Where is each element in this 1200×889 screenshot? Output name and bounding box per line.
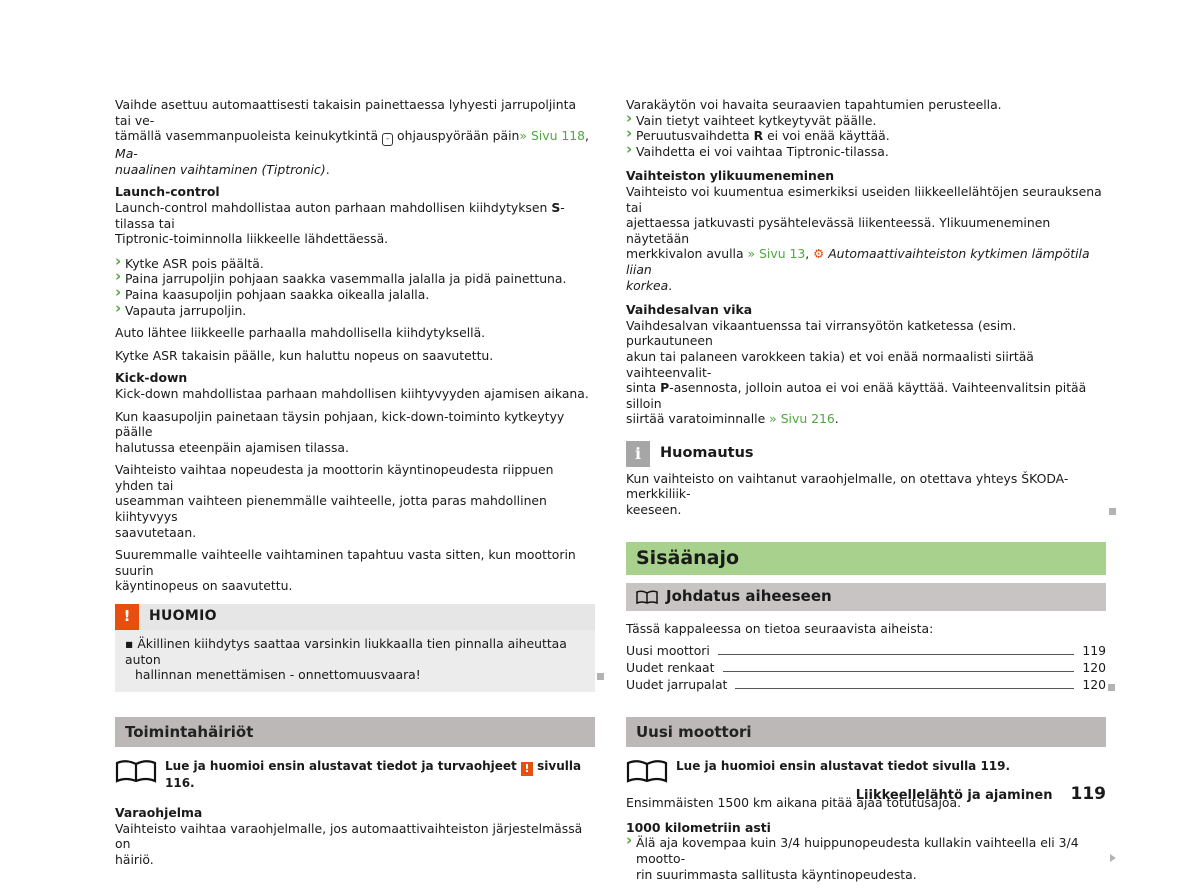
warning-box bbox=[115, 604, 595, 692]
toc-row[interactable]: Uudet renkaat 120 bbox=[626, 660, 1106, 676]
launch-control-heading: Launch-control bbox=[115, 184, 220, 200]
kick-down-p1: Kick-down mahdollistaa parhaan mahdollisen kiihtyvyyden ajamisen aikana. bbox=[115, 385, 589, 401]
launch-after-2: Kytke ASR takaisin päälle, kun haluttu nopeus on saavutettu. bbox=[115, 347, 494, 363]
backup-detect: Varakäytön voi havaita seuraavien tapahtumien perusteella. bbox=[626, 97, 1002, 112]
read-first-note: Lue ja huomioi ensin alustavat tiedot ja turvaohjeet ! sivulla 116. bbox=[115, 759, 595, 791]
toc-intro: Tässä kappaleessa on tietoa seuraavista aiheista: bbox=[626, 620, 934, 636]
gearbox-warning-icon: ⚙ bbox=[813, 246, 825, 262]
kick-down-p3: Vaihteisto vaihtaa nopeudesta ja moottorin käyntinopeudesta riippuen yhden tai useamman vaihteen pienemmälle vaihteelle, jotta paras mahdollinen kiihtyvyys saavutetaan. bbox=[115, 462, 554, 540]
launch-control-text: Launch-control mahdollistaa auton parhaan mahdollisen kiihdytyksen S-tilassa tai Tiptronic-toiminnolla liikkeelle lähdettäessä. bbox=[115, 199, 565, 247]
backup-text: Vaihteisto vaihtaa varaohjelmalle, jos automaattivaihteiston järjestelmässä on häiriö. bbox=[115, 820, 583, 867]
page-link-118[interactable]: » Sivu 118 bbox=[519, 128, 586, 144]
list-item: › Kytke ASR pois päältä. bbox=[115, 256, 595, 272]
selector-text: Vaihdesalvan vikaantuenssa tai virransyötön katketessa (esim. purkautuneen akun tai palaneen varokkeen takia) et voi enää normaalisti siirtää vaihteenvalit- sinta P-asennosta, jolloin autoa ei voi enää käyttää. Vaihteenvalitsin pitää silloin siirtää varatoiminnalle » Sivu 216. bbox=[626, 317, 1087, 427]
km-heading: 1000 kilometriin asti bbox=[626, 819, 771, 835]
kick-down-heading: Kick-down bbox=[115, 370, 188, 386]
continue-arrow-icon bbox=[1110, 854, 1116, 862]
list-item: › Paina kaasupoljin pohjaan saakka oikealla jalalla. bbox=[115, 287, 595, 303]
read-first-note: Lue ja huomioi ensin alustavat tiedot sivulla 119. bbox=[626, 759, 1106, 783]
section-end-icon bbox=[597, 673, 604, 680]
warning-text: ▪ Äkillinen kiihdytys saattaa varsinkin liukkaalla tien pinnalla aiheuttaa auton hallinnan menettämisen - onnettomuusvaara! bbox=[125, 636, 567, 683]
list-item: › Vapauta jarrupoljin. bbox=[115, 303, 595, 319]
list-item: › Älä aja kovempaa kuin 3/4 huippunopeudesta kullakin vaihteella eli 3/4 mootto- rin suurimmasta sallitusta käyntinopeudesta. bbox=[626, 835, 1106, 882]
book-icon bbox=[626, 759, 668, 783]
exclamation-icon: ! bbox=[521, 762, 533, 776]
backup-symptoms-list bbox=[626, 113, 1106, 160]
intro-paragraph: Vaihde asettuu automaattisesti takaisin painettaessa lyhyesti jarrupoljinta tai ve- tämällä vasemmanpuoleista keinukytkintä - ohjauspyörään päin» Sivu 118, Ma- nuaalinen vaihtaminen (Tiptronic). bbox=[115, 97, 589, 177]
note-title: Huomautus bbox=[660, 445, 754, 462]
engine-text: Ensimmäisten 1500 km aikana pitää ajaa totutusajoa. bbox=[626, 795, 962, 811]
overheat-heading: Vaihteiston ylikuumeneminen bbox=[626, 168, 835, 184]
page-link-216[interactable]: » Sivu 216 bbox=[769, 411, 835, 427]
section-break-in: Sisäänajo bbox=[626, 542, 1106, 575]
toc-row[interactable]: Uusi moottori 119 bbox=[626, 643, 1106, 659]
backup-heading: Varaohjelma bbox=[115, 805, 203, 821]
list-item: › Vain tietyt vaihteet kytkeytyvät päälle. bbox=[626, 113, 1106, 129]
section-end-icon bbox=[1108, 684, 1115, 691]
list-item: › Paina jarrupoljin pohjaan saakka vasemmalla jalalla ja pidä painettuna. bbox=[115, 271, 595, 287]
overheat-text: Vaihteisto voi kuumentua esimerkiksi useiden liikkeellelähtöjen seurauksena tai ajettaessa jatkuvasti pysähtelevässä liikenteessä. Ylikuumeneminen näytetään merkkivalon avulla » Sivu 13, ⚙ Automaattivaihteiston kytkimen lämpötila liian korkea. bbox=[626, 183, 1102, 293]
section-fault: Toimintahäiriöt bbox=[115, 717, 595, 747]
launch-control-steps bbox=[115, 256, 595, 318]
book-icon bbox=[115, 759, 157, 783]
page-footer bbox=[855, 784, 1106, 804]
note-text: Kun vaihteisto on vaihtanut varaohjelmalle, on otettava yhteys ŠKODA-merkkiliik- keeseen. bbox=[626, 471, 1106, 518]
page-number: 119 bbox=[1070, 784, 1106, 804]
section-introduction: Johdatus aiheeseen bbox=[626, 583, 1106, 611]
km-list bbox=[626, 835, 1106, 882]
open-book-icon bbox=[636, 590, 658, 604]
warning-header bbox=[115, 604, 595, 630]
list-item: › Vaihdetta ei voi vaihtaa Tiptronic-tilassa. bbox=[626, 144, 1106, 160]
rocker-switch-icon: - bbox=[382, 133, 393, 146]
info-icon: i bbox=[626, 441, 650, 467]
page-link-13[interactable]: » Sivu 13 bbox=[747, 246, 806, 262]
kick-down-p2: Kun kaasupoljin painetaan täysin pohjaan, kick-down-toiminto kytkeytyy päälle halutussa eteenpäin ajamisen tilassa. bbox=[115, 408, 565, 455]
right-column bbox=[626, 97, 1106, 889]
topic-list bbox=[626, 643, 1106, 694]
kick-down-p4: Suuremmalle vaihteelle vaihtaminen tapahtuu vasta sitten, kun moottorin suurin käyntinopeus on saavutettu. bbox=[115, 547, 576, 594]
selector-heading: Vaihdesalvan vika bbox=[626, 302, 753, 318]
toc-row[interactable]: Uudet jarrupalat 120 bbox=[626, 677, 1106, 693]
list-item: › Peruutusvaihdetta R ei voi enää käyttää. bbox=[626, 128, 1106, 144]
warning-title: HUOMIO bbox=[149, 608, 217, 625]
launch-after-1: Auto lähtee liikkeelle parhaalla mahdollisella kiihdytyksellä. bbox=[115, 325, 486, 341]
chapter-title: Liikkeellelähtö ja ajaminen bbox=[855, 788, 1053, 803]
note-header bbox=[626, 441, 1106, 467]
left-column bbox=[115, 97, 595, 875]
section-new-engine: Uusi moottori bbox=[626, 717, 1106, 747]
exclamation-icon: ! bbox=[115, 604, 139, 630]
section-end-icon bbox=[1109, 508, 1116, 515]
